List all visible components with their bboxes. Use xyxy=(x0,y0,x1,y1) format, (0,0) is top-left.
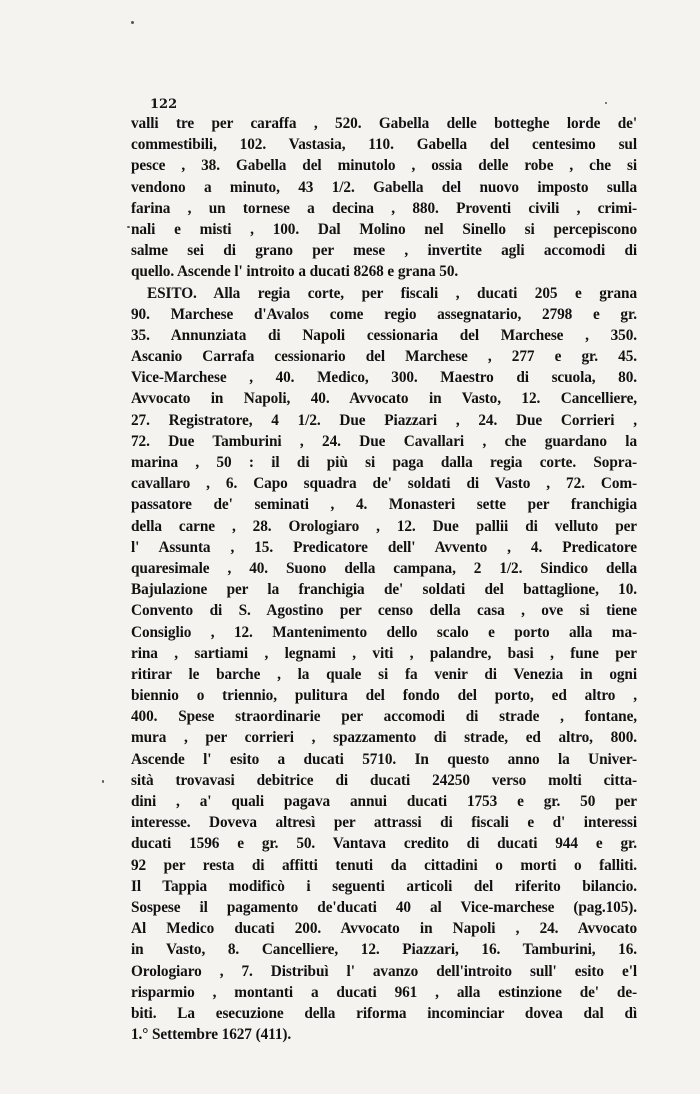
paper-speck xyxy=(102,780,104,783)
text-line: ritirar le barche , la quale si fa venir di Venezia in ogni xyxy=(131,665,637,683)
text-line: 27. Registratore, 4 1/2. Due Piazzari , 24. Due Corrieri , xyxy=(131,411,637,429)
text-line: Orologiaro , 7. Distribuì l' avanzo dell'introito sull' esito e'l xyxy=(131,962,637,980)
paper-speck xyxy=(605,102,607,104)
text-line: vendono a minuto, 43 1/2. Gabella del nuovo imposto sulla xyxy=(131,178,637,196)
text-line: nali e misti , 100. Dal Molino nel Sinello si percepiscono xyxy=(131,220,637,238)
text-line: interesse. Doveva altresì per attrassi di fiscali e d' interessi xyxy=(131,814,637,832)
text-line: mura , per corrieri , spazzamento di strade, ed altro, 800. xyxy=(131,729,637,747)
text-line: dini , a' quali pagava annui ducati 1753 e gr. 50 per xyxy=(131,793,637,810)
text-line: 92 per resta di affitti tenuti da cittadini o morti o falliti. xyxy=(131,856,637,874)
text-line: farina , un tornese a decina , 880. Proventi civili , crimi- xyxy=(131,199,637,217)
text-line: marina , 50 : il di più si paga dalla regia corte. Sopra- xyxy=(131,454,637,471)
text-line: Vice-Marchese , 40. Medico, 300. Maestro di scuola, 80. xyxy=(131,369,637,387)
text-line: in Vasto, 8. Cancelliere, 12. Piazzari, 16. Tamburini, 16. xyxy=(131,941,637,959)
text-line: quaresimale , 40. Suono della campana, 2 1/2. Sindico della xyxy=(131,559,637,577)
paper-speck xyxy=(127,226,130,228)
text-line: Convento di S. Agostino per censo della casa , ove si tiene xyxy=(131,602,637,620)
text-line: 35. Annunziata di Napoli cessionaria del Marchese , 350. xyxy=(131,326,637,344)
text-line: Ascanio Carrafa cessionario del Marchese , 277 e gr. 45. xyxy=(131,348,637,366)
text-line: Al Medico ducati 200. Avvocato in Napoli , 24. Avvocato xyxy=(131,920,637,938)
text-line: 1.° Settembre 1627 (411). xyxy=(131,1026,292,1044)
text-line: 400. Spese straordinarie per accomodi di strade , fontane, xyxy=(131,708,637,726)
text-line: pesce , 38. Gabella del minutolo , ossia delle robe , che si xyxy=(131,157,637,175)
text-line: ESITO. Alla regia corte, per fiscali , ducati 205 e grana xyxy=(147,284,637,302)
text-line: Il Tappia modificò i seguenti articoli del riferito bilancio. xyxy=(131,877,637,895)
text-line: Ascende l' esito a ducati 5710. In questo anno la Univer- xyxy=(131,750,637,768)
text-line: quello. Ascende l' introito a ducati 8268 e grana 50. xyxy=(131,263,459,281)
text-line: biennio o triennio, pulitura del fondo del porto, ed altro , xyxy=(131,687,637,705)
text-line: 90. Marchese d'Avalos come regio assegnatario, 2798 e gr. xyxy=(131,305,637,323)
text-line: della carne , 28. Orologiaro , 12. Due pallii di velluto per xyxy=(131,517,637,535)
text-line: Bajulazione per la franchigia de' soldati del battaglione, 10. xyxy=(131,581,637,599)
text-line: sità trovavasi debitrice di ducati 24250 verso molti citta- xyxy=(131,771,637,789)
text-line: cavallaro , 6. Capo squadra de' soldati di Vasto , 72. Com- xyxy=(131,475,637,493)
body-text xyxy=(131,113,637,1045)
text-line: valli tre per caraffa , 520. Gabella delle botteghe lorde de' xyxy=(131,115,637,132)
text-line: risparmio , montanti a ducati 961 , alla estinzione de' de- xyxy=(131,983,637,1001)
paper-speck xyxy=(131,21,134,24)
page-number: 122 xyxy=(150,97,178,112)
text-line: rina , sartiami , legnami , viti , palandre, basi , fune per xyxy=(131,644,637,662)
text-line: l' Assunta , 15. Predicatore dell' Avvento , 4. Predicatore xyxy=(131,538,637,556)
text-line: Consiglio , 12. Mantenimento dello scalo e porto alla ma- xyxy=(131,623,637,641)
text-line: commestibili, 102. Vastasia, 110. Gabella del centesimo sul xyxy=(131,136,637,154)
text-line: salme sei di grano per mese , invertite agli accomodi di xyxy=(131,242,637,260)
text-line: passatore de' seminati , 4. Monasteri sette per franchigia xyxy=(131,496,637,514)
text-line: 72. Due Tamburini , 24. Due Cavallari , che guardano la xyxy=(131,432,637,450)
text-line: Sospese il pagamento de'ducati 40 al Vice-marchese (pag.105). xyxy=(131,898,637,916)
text-line: biti. La esecuzione della riforma incominciar dovea dal dì xyxy=(131,1004,637,1022)
text-line: ducati 1596 e gr. 50. Vantava credito di ducati 944 e gr. xyxy=(131,835,637,853)
text-line: Avvocato in Napoli, 40. Avvocato in Vasto, 12. Cancelliere, xyxy=(131,390,637,408)
